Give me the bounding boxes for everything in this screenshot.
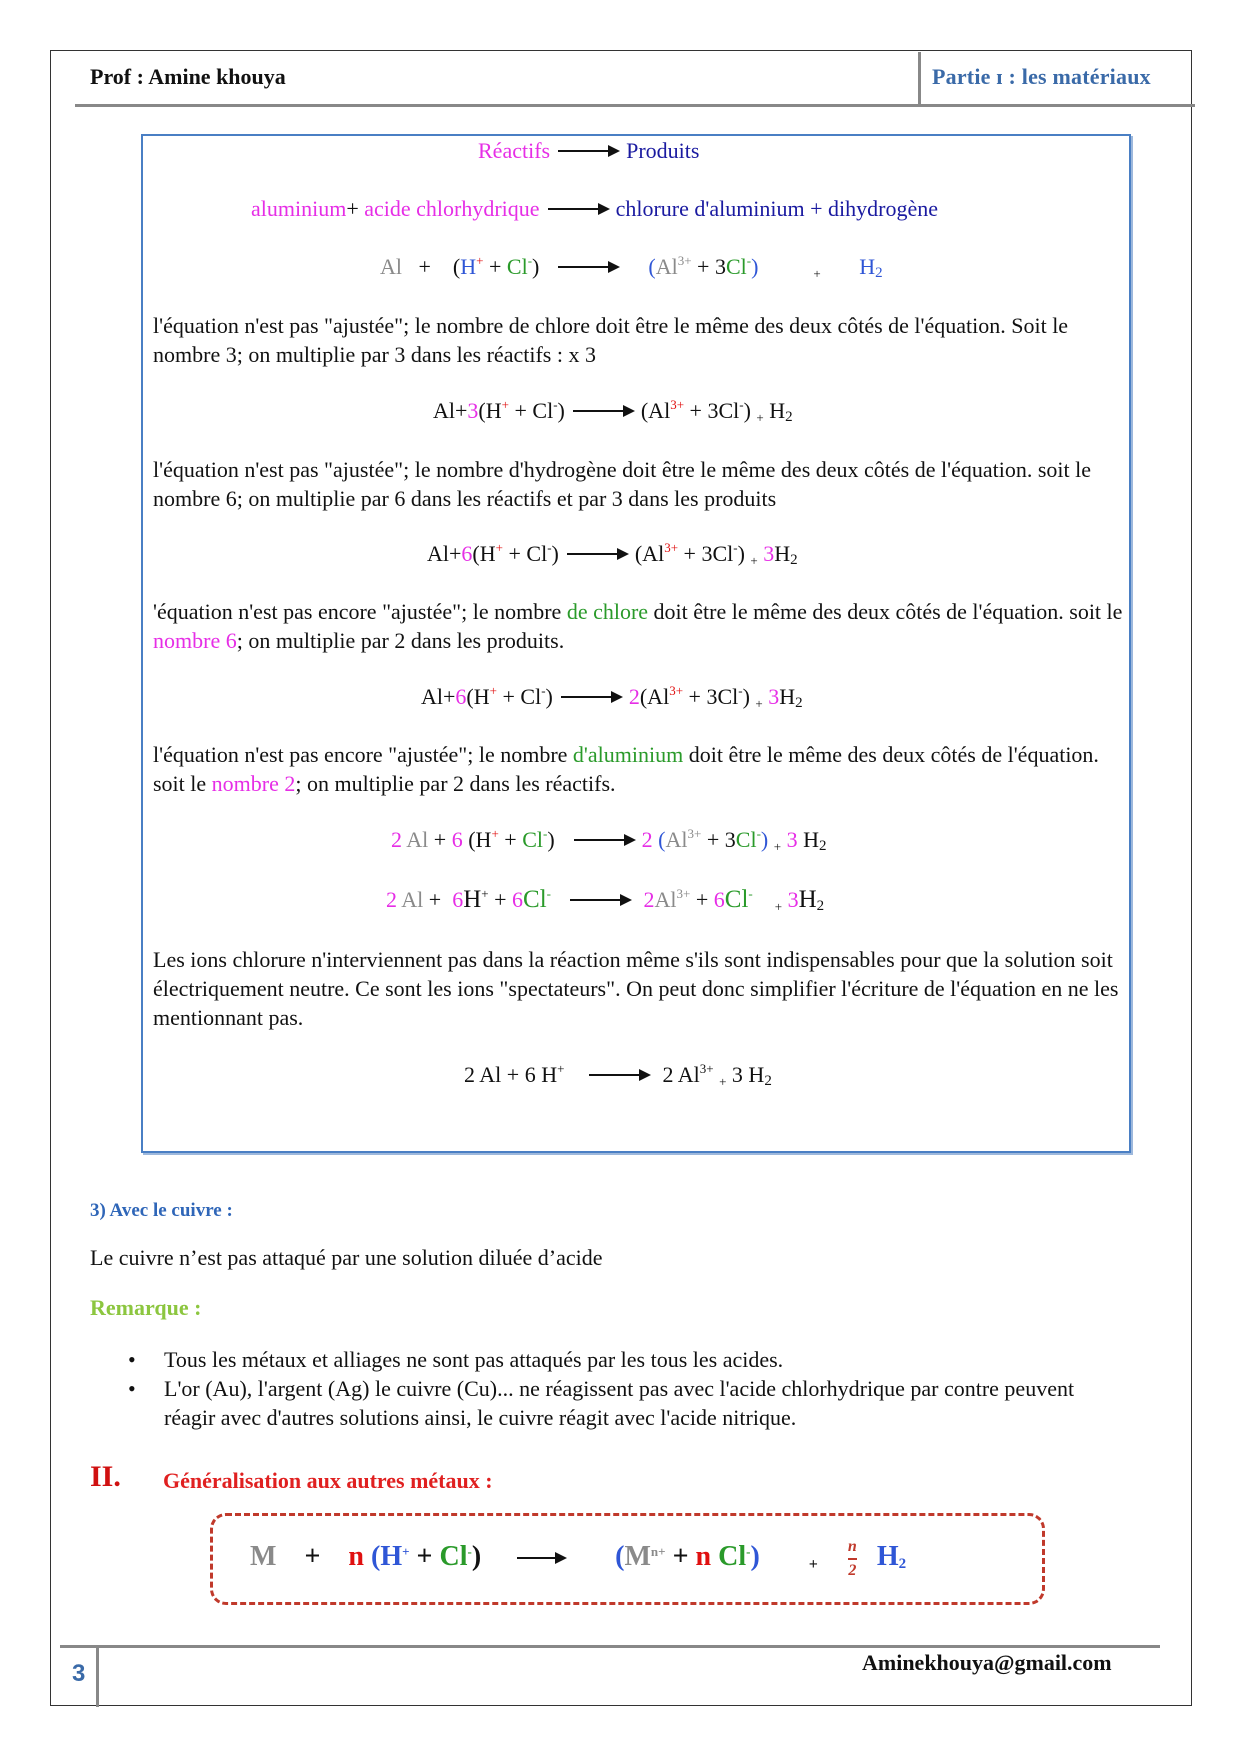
remarque-title: Remarque : <box>90 1295 202 1320</box>
section-cuivre-title: 3) Avec le cuivre : <box>90 1200 233 1221</box>
reaction-arrow-icon <box>561 696 621 698</box>
word-plus: + <box>346 196 365 221</box>
word-produits: chlorure d'aluminium + dihydrogène <box>615 196 939 221</box>
section-generalisation-title: Généralisation aux autres métaux : <box>163 1468 493 1493</box>
equation-step3: Al+6(H+ + Cl-) $2(Al^{3+} + 3Cl^-) + 3H_2$ <box>421 683 803 711</box>
remarque-list <box>128 1345 1128 1432</box>
page-number: 3 <box>72 1660 86 1687</box>
equation-step2: Al+6(H+ + Cl-) $(Al^{3+} + 3Cl^-) + 3H_2$ <box>427 540 798 568</box>
equation-balanced-ions: 2 Al + 6H+ + 6Cl- $2Al^{3+} + 6Cl^-$ + $3H_2$ <box>386 886 825 914</box>
list-item: • L'or (Au), l'argent (Ag) le cuivre (Cu)... ne réagissent pas avec l'acide chlorhydrique par contre peuvent réagir avec d'autres solutions ainsi, le cuivre réagit avec l'acide nitrique. <box>128 1374 1128 1432</box>
equation-simplified: 2 Al + 6 H+ 2 $Al^{3+} + 3$ $H_2$ <box>464 1061 772 1089</box>
word-equation <box>251 196 938 222</box>
footer-separator <box>96 1645 99 1707</box>
reactifs-produits-line <box>478 138 699 164</box>
paragraph-chlore-2: 'équation n'est pas encore "ajustée"; le nombre de chlore doit être le même des deux côtés de l'équation. soit le nombre 6; on multiplie par 2 dans les produits. <box>153 599 1123 653</box>
header-separator <box>918 52 921 106</box>
footer-divider <box>60 1645 1160 1648</box>
footer-email: Aminekhouya@gmail.com <box>862 1650 1112 1675</box>
list-item: • Tous les métaux et alliages ne sont pas attaqués par les tous les acides. <box>128 1345 1128 1374</box>
general-equation: M + n (H+ + Cl-) ($M^{n+} + n$ Cl-) + $\frac{n}{2} H_2$ <box>250 1538 907 1579</box>
word-aluminium: aluminium <box>251 196 347 221</box>
fraction-n-over-2: $\frac{n}{2}$ <box>847 1538 857 1579</box>
header-part-title: Partie ɪ : les matériaux <box>932 64 1151 89</box>
paragraph-aluminium: l'équation n'est pas encore "ajustée"; le nombre d'aluminium doit être le même des deux côtés de l'équation. soit le nombre 2; on multiplie par 2 dans les réactifs. <box>153 742 1099 796</box>
reaction-arrow-icon <box>517 1557 565 1559</box>
reaction-arrow-icon <box>574 839 634 841</box>
cuivre-text: Le cuivre n’est pas attaqué par une solution diluée d’acide <box>90 1245 603 1270</box>
reaction-arrow-icon <box>558 150 618 152</box>
header-author: Prof : Amine khouya <box>90 64 286 89</box>
reaction-arrow-icon <box>573 410 633 412</box>
equation-step1: Al+3(H+ + Cl-) $(Al^{3+} + 3Cl^-) + H_2$ <box>433 397 793 425</box>
paragraph-chlore: l'équation n'est pas "ajustée"; le nombre de chlore doit être le même des deux côtés de l'équation. Soit le nombre 3; on multiplie par 3 dans les réactifs : x 3 <box>153 313 1069 367</box>
reaction-arrow-icon <box>589 1074 649 1076</box>
reactifs-label: Réactifs <box>478 138 551 163</box>
produits-label: Produits <box>626 138 700 163</box>
equation-unbalanced: Al + (H+ + Cl-) $(Al^{3+} + 3Cl^-)$ + $H_2$ <box>380 253 883 281</box>
paragraph-hydrogene: l'équation n'est pas "ajustée"; le nombre d'hydrogène doit être le même des deux côtés de l'équation. soit le nombre 6; on multiplie par 6 dans les réactifs et par 3 dans les produits <box>153 457 1091 511</box>
reaction-arrow-icon <box>567 553 627 555</box>
word-acide: acide chlorhydrique <box>364 196 540 221</box>
equation-balanced-full: 2 Al + 6 (H+ + Cl-) 2 $(Al^{3+} + 3Cl^-) + 3$ $H_2$ <box>391 826 827 854</box>
reaction-arrow-icon <box>558 266 618 268</box>
paragraph-spectateurs: Les ions chlorure n'interviennent pas dans la réaction même s'ils sont indispensables pour que la solution soit électriquement neutre. Ce sont les ions "spectateurs". On peut donc simplifier l'écriture de l'équation en ne les mentionnant pas. <box>153 947 1119 1030</box>
reaction-arrow-icon <box>548 208 608 210</box>
header-divider <box>75 104 1195 107</box>
reaction-arrow-icon <box>570 899 630 901</box>
section-number: II. <box>90 1460 121 1493</box>
